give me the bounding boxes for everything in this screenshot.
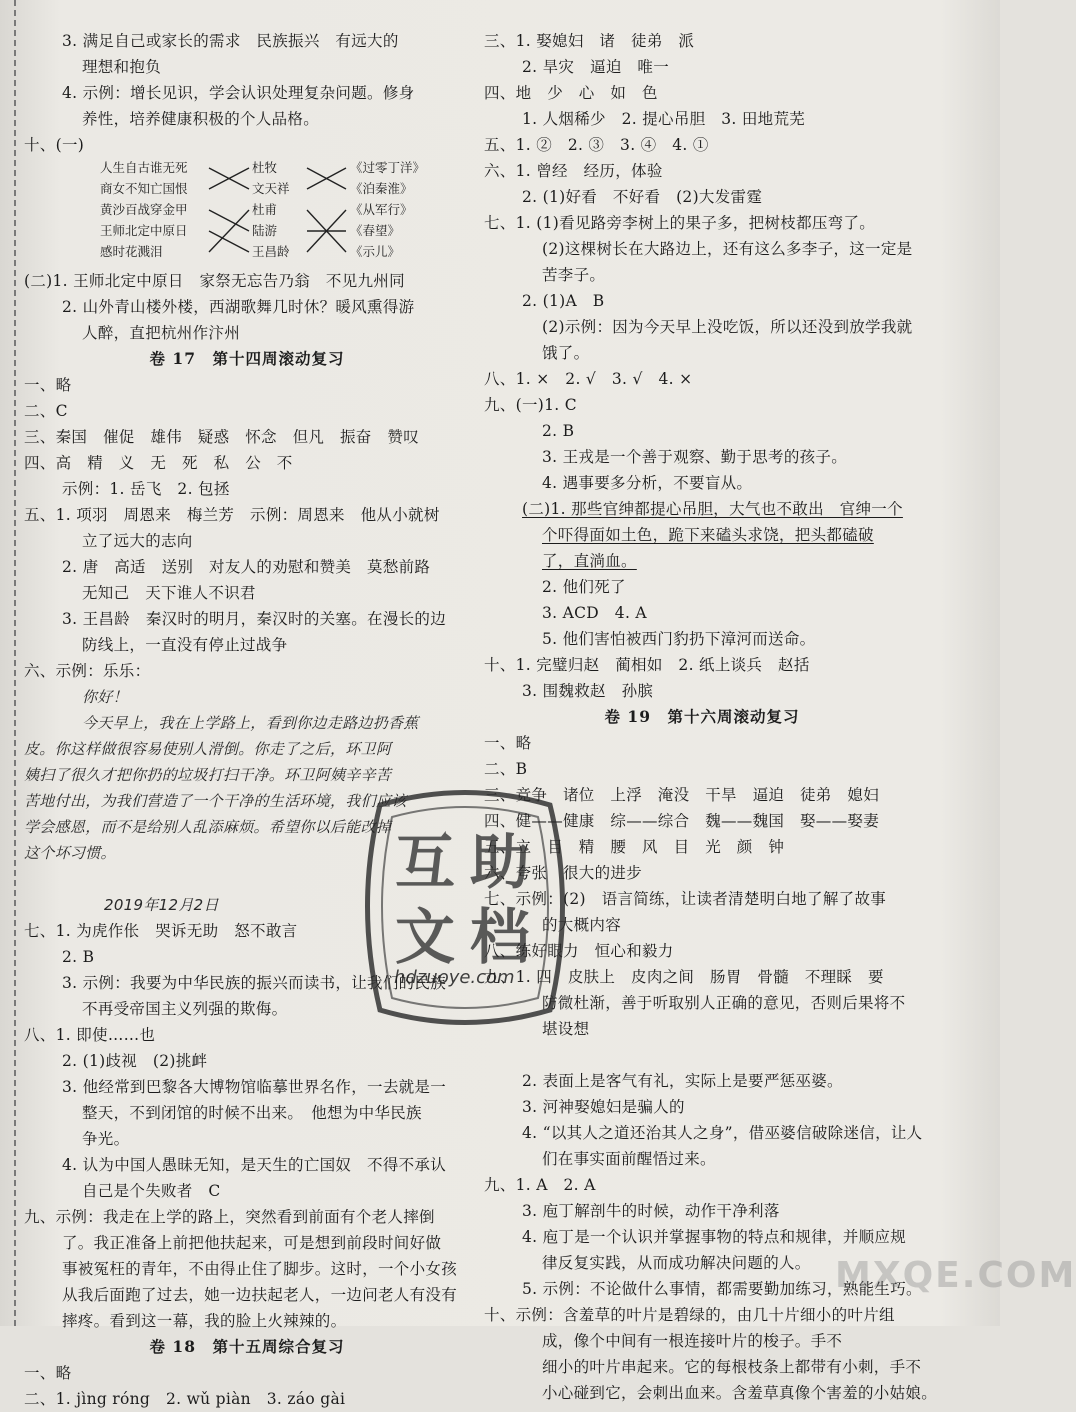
right-column	[484, 28, 938, 1406]
answer-line: 一、略	[24, 1364, 72, 1382]
stamp-site: hdzuoye.com	[394, 967, 515, 988]
answer-line: 七、示例：(2) 语言简练，让读者清楚明白地了解了故事	[484, 890, 887, 908]
answer-line: 2. (1)好看 不好看 (2)大发雷霆	[522, 188, 763, 206]
answer-line: 4. 示例：增长见识，学会认识处理复杂问题。修身	[62, 84, 415, 102]
answer-line: 2. 山外青山楼外楼，西湖歌舞几时休？暖风熏得游	[62, 298, 415, 316]
left-column	[24, 28, 470, 1412]
answer-line: 立了远大的志向	[82, 532, 193, 550]
answer-line: 2. (1)歧视 (2)挑衅	[62, 1052, 208, 1070]
answer-line: 2. 唐 高适 送别 对友人的劝慰和赞美 莫愁前路	[62, 558, 431, 576]
answer-line: 小心碰到它，会刺出血来。含羞草真像个害羞的小姑娘。	[542, 1384, 938, 1402]
answer-line: 3. 王戎是一个善于观察、勤于思考的孩子。	[542, 448, 848, 466]
answer-line: 七、1. 为虎作伥 哭诉无助 怒不敢言	[24, 922, 298, 940]
section-heading: 卷 19 第十六周滚动复习	[604, 707, 800, 726]
poem-matching-exercise	[24, 158, 470, 268]
answer-line: 5. 他们害怕被西门豹扔下漳河而送命。	[542, 630, 816, 648]
answer-line: 九、示例：我走在上学的路上，突然看到前面有个老人摔倒	[24, 1208, 435, 1226]
answer-line: 十、示例：含羞草的叶片是碧绿的，由几十片细小的叶片组	[484, 1306, 895, 1324]
answer-line: 3. 他经常到巴黎各大博物馆临摹世界名作，一去就是一	[62, 1078, 447, 1096]
answer-line: 五、1. ② 2. ③ 3. ④ 4. ①	[484, 136, 709, 154]
answer-line: 一、略	[484, 734, 532, 752]
answer-line: 皮。你这样做很容易使别人滑倒。你走了之后，环卫阿	[24, 740, 392, 758]
answer-line: 2. 表面上是客气有礼，实际上是要严惩巫婆。	[522, 1072, 843, 1090]
answer-line: 3. 示例：我要为中华民族的振兴而读书，让我们的民族	[62, 974, 447, 992]
answer-line: 姨扫了很久才把你扔的垃圾打扫干净。环卫阿姨辛辛苦	[24, 766, 392, 784]
answer-line: 2. 旱灾 逼迫 唯一	[522, 58, 670, 76]
answer-line: 你好！	[82, 688, 128, 706]
answer-line: 3. ACD 4. A	[542, 604, 647, 622]
answer-line: 摔疼。看到这一幕，我的脸上火辣辣的。	[62, 1312, 347, 1330]
answer-line: 争光。	[82, 1130, 130, 1148]
match-poet: 杜甫	[252, 202, 278, 217]
answer-line: 4. 认为中国人愚昧无知，是天生的亡国奴 不得不承认	[62, 1156, 447, 1174]
match-title: 《泊秦淮》	[350, 181, 413, 196]
answer-line: 个吓得面如土色，跪下来磕头求饶，把头都磕破	[542, 526, 874, 544]
answer-line: 学会感恩，而不是给别人乱添麻烦。希望你以后能改掉	[24, 818, 392, 836]
answer-line: 5. 示例：不论做什么事情，都需要勤加练习，熟能生巧。	[522, 1280, 922, 1298]
answer-line: 养性，培养健康积极的个人品格。	[82, 110, 320, 128]
stamp-char: 互	[395, 828, 455, 898]
answer-line: 事被冤枉的青年，不由得止住了脚步。这时，一个小女孩	[62, 1260, 458, 1278]
answer-line: 细小的叶片串起来。它的每根枝条上都带有小刺，手不	[542, 1358, 922, 1376]
answer-line: 二、1. jìng róng 2. wǔ piàn 3. záo gài	[24, 1390, 346, 1408]
answer-line: 2. B	[62, 948, 95, 966]
answer-line: 九、(一)1. C	[484, 396, 577, 414]
match-poem: 王师北定中原日	[100, 223, 188, 238]
answer-line: 四、高 精 义 无 死 私 公 不	[24, 454, 293, 472]
answer-line: 五、立 目 精 腰 风 目 光 颜 钟	[484, 838, 785, 856]
match-title: 《示儿》	[350, 244, 401, 259]
stamp-char: 助	[470, 828, 530, 898]
answer-line: 不再受帝国主义列强的欺侮。	[82, 1000, 288, 1018]
answer-line: 五、1. 项羽 周恩来 梅兰芳 示例：周恩来 他从小就树	[24, 506, 440, 524]
answer-line: 理想和抱负	[82, 58, 162, 76]
answer-line: 人醉，直把杭州作汴州	[82, 324, 241, 342]
answer-line: 三、竞争 诸位 上浮 淹没 干旱 逼迫 徒弟 媳妇	[484, 786, 880, 804]
answer-line: 九、1. 四 皮肤上 皮肉之间 肠胃 骨髓 不理睬 要	[484, 968, 884, 986]
match-poem: 黄沙百战穿金甲	[100, 202, 188, 217]
answer-line: 七、1. (1)看见路旁李树上的果子多，把树枝都压弯了。	[484, 214, 876, 232]
answer-line: 自己是个失败者 C	[82, 1182, 221, 1200]
watermark: MXQE.COM	[835, 1255, 1076, 1296]
match-line	[209, 210, 249, 231]
answer-line: 二、C	[24, 402, 68, 420]
answer-line: 们在事实面前醒悟过来。	[542, 1150, 716, 1168]
match-poem: 感时花溅泪	[100, 244, 163, 259]
answer-line: 六、示例：乐乐：	[24, 662, 151, 680]
answer-line: 一、略	[24, 376, 72, 394]
answer-line: 4. 遇事要多分析，不要盲从。	[542, 474, 753, 492]
answer-line: (2)示例：因为今天早上没吃饭，所以还没到放学我就	[542, 318, 913, 336]
answer-line: 4. 庖丁是一个认识并掌握事物的特点和规律，并顺应规	[522, 1228, 907, 1246]
answer-line: 十、(一)	[24, 136, 85, 154]
answer-line: 十、1. 完璧归赵 蔺相如 2. 纸上谈兵 赵括	[484, 656, 810, 674]
answer-line: 六、1. 曾经 经历，体验	[484, 162, 663, 180]
answer-line: 四、健——健康 综——综合 魏——魏国 娶——娶妻	[484, 812, 880, 830]
answer-line: 3. 王昌龄 秦汉时的明月，秦汉时的关塞。在漫长的边	[62, 610, 447, 628]
answer-line: (二)1. 那些官绅都提心吊胆，大气也不敢出 官绅一个	[522, 500, 903, 518]
answer-line: 三、秦国 催促 雄伟 疑惑 怀念 但凡 振奋 赞叹	[24, 428, 420, 446]
answer-line: 了，直淌血。	[542, 552, 637, 570]
answer-line: 九、1. A 2. A	[484, 1176, 596, 1194]
answer-line: 了。我正准备上前把他扶起来，可是想到前段时间好做	[62, 1234, 442, 1252]
match-poet: 王昌龄	[252, 244, 290, 259]
match-poem: 商女不知亡国恨	[100, 181, 188, 196]
answer-line: 4. “以其人之道还治其人之身”，借巫婆信破除迷信，让人	[522, 1124, 923, 1142]
answer-line: 防微杜渐，善于听取别人正确的意见，否则后果将不	[542, 994, 906, 1012]
answer-line: 律反复实践，从而成功解决问题的人。	[542, 1254, 811, 1272]
answer-line: 无知己 天下谁人不识君	[82, 584, 256, 602]
answer-line	[484, 1042, 920, 1068]
answer-line: 今天早上，我在上学路上，看到你边走路边扔香蕉	[82, 714, 419, 732]
answer-line: 苦地付出，为我们营造了一个干净的生活环境，我们应该	[24, 792, 407, 810]
answer-line: 二、B	[484, 760, 528, 778]
answer-line: 这个坏习惯。	[24, 844, 116, 862]
stamp-char: 档	[470, 903, 530, 973]
answer-line: 2019年12月2日	[104, 896, 219, 914]
match-poet: 杜牧	[252, 160, 278, 175]
seal-stamp	[350, 785, 580, 1035]
stamp-frame	[350, 785, 580, 1035]
answer-line: 六、夸张 很大的进步	[484, 864, 643, 882]
match-line	[209, 231, 249, 252]
match-title: 《过零丁洋》	[350, 160, 426, 175]
answer-line: 八、1. × 2. √ 3. √ 4. ×	[484, 370, 693, 388]
answer-line: 苦李子。	[542, 266, 606, 284]
answer-line: 3. 满足自己或家长的需求 民族振兴 有远大的	[62, 32, 399, 50]
answer-line: 防线上，一直没有停止过战争	[82, 636, 288, 654]
answer-line: 2. B	[542, 422, 575, 440]
match-title: 《从军行》	[350, 202, 413, 217]
answer-line: 2. 他们死了	[542, 578, 626, 596]
answer-line: 的大概内容	[542, 916, 622, 934]
answer-line: 1. 人烟稀少 2. 提心吊胆 3. 田地荒芜	[522, 110, 806, 128]
answer-line: 2. (1)A B	[522, 292, 605, 310]
match-poet: 陆游	[252, 223, 278, 238]
answer-line: 三、1. 娶媳妇 诸 徒弟 派	[484, 32, 695, 50]
answer-line: 八、1. 即使……也	[24, 1026, 156, 1044]
answer-line: 成，像个中间有一根连接叶片的梭子。手不	[542, 1332, 843, 1350]
answer-line: 示例：1. 岳飞 2. 包拯	[62, 480, 230, 498]
section-heading: 卷 18 第十五周综合复习	[149, 1337, 345, 1356]
answer-line: 整天，不到闭馆的时候不出来。 他想为中华民族	[82, 1104, 422, 1122]
match-poet: 文天祥	[252, 181, 290, 196]
answer-line: 3. 围魏救赵 孙膑	[522, 682, 654, 700]
answer-line: (2)这棵树长在大路边上，还有这么多李子，这一定是	[542, 240, 913, 258]
section-heading: 卷 17 第十四周滚动复习	[149, 349, 345, 368]
answer-line: 3. 河神娶媳妇是骗人的	[522, 1098, 685, 1116]
match-line	[209, 210, 249, 252]
answer-line: 3. 庖丁解剖牛的时候，动作干净利落	[522, 1202, 780, 1220]
answer-line: 从我后面跑了过去，她一边扶起老人，一边问老人有没有	[62, 1286, 458, 1304]
answer-line: 饿了。	[542, 344, 590, 362]
answer-line: 堪设想	[542, 1020, 590, 1038]
answer-line: 四、地 少 心 如 色	[484, 84, 658, 102]
match-poem: 人生自古谁无死	[100, 160, 188, 175]
answer-line: (二)1. 王师北定中原日 家祭无忘告乃翁 不见九州同	[24, 272, 405, 290]
match-title: 《春望》	[350, 223, 401, 238]
stamp-char: 文	[395, 903, 455, 973]
binding-line	[14, 0, 16, 1326]
answer-line: 八、练好眼力 恒心和毅力	[484, 942, 674, 960]
